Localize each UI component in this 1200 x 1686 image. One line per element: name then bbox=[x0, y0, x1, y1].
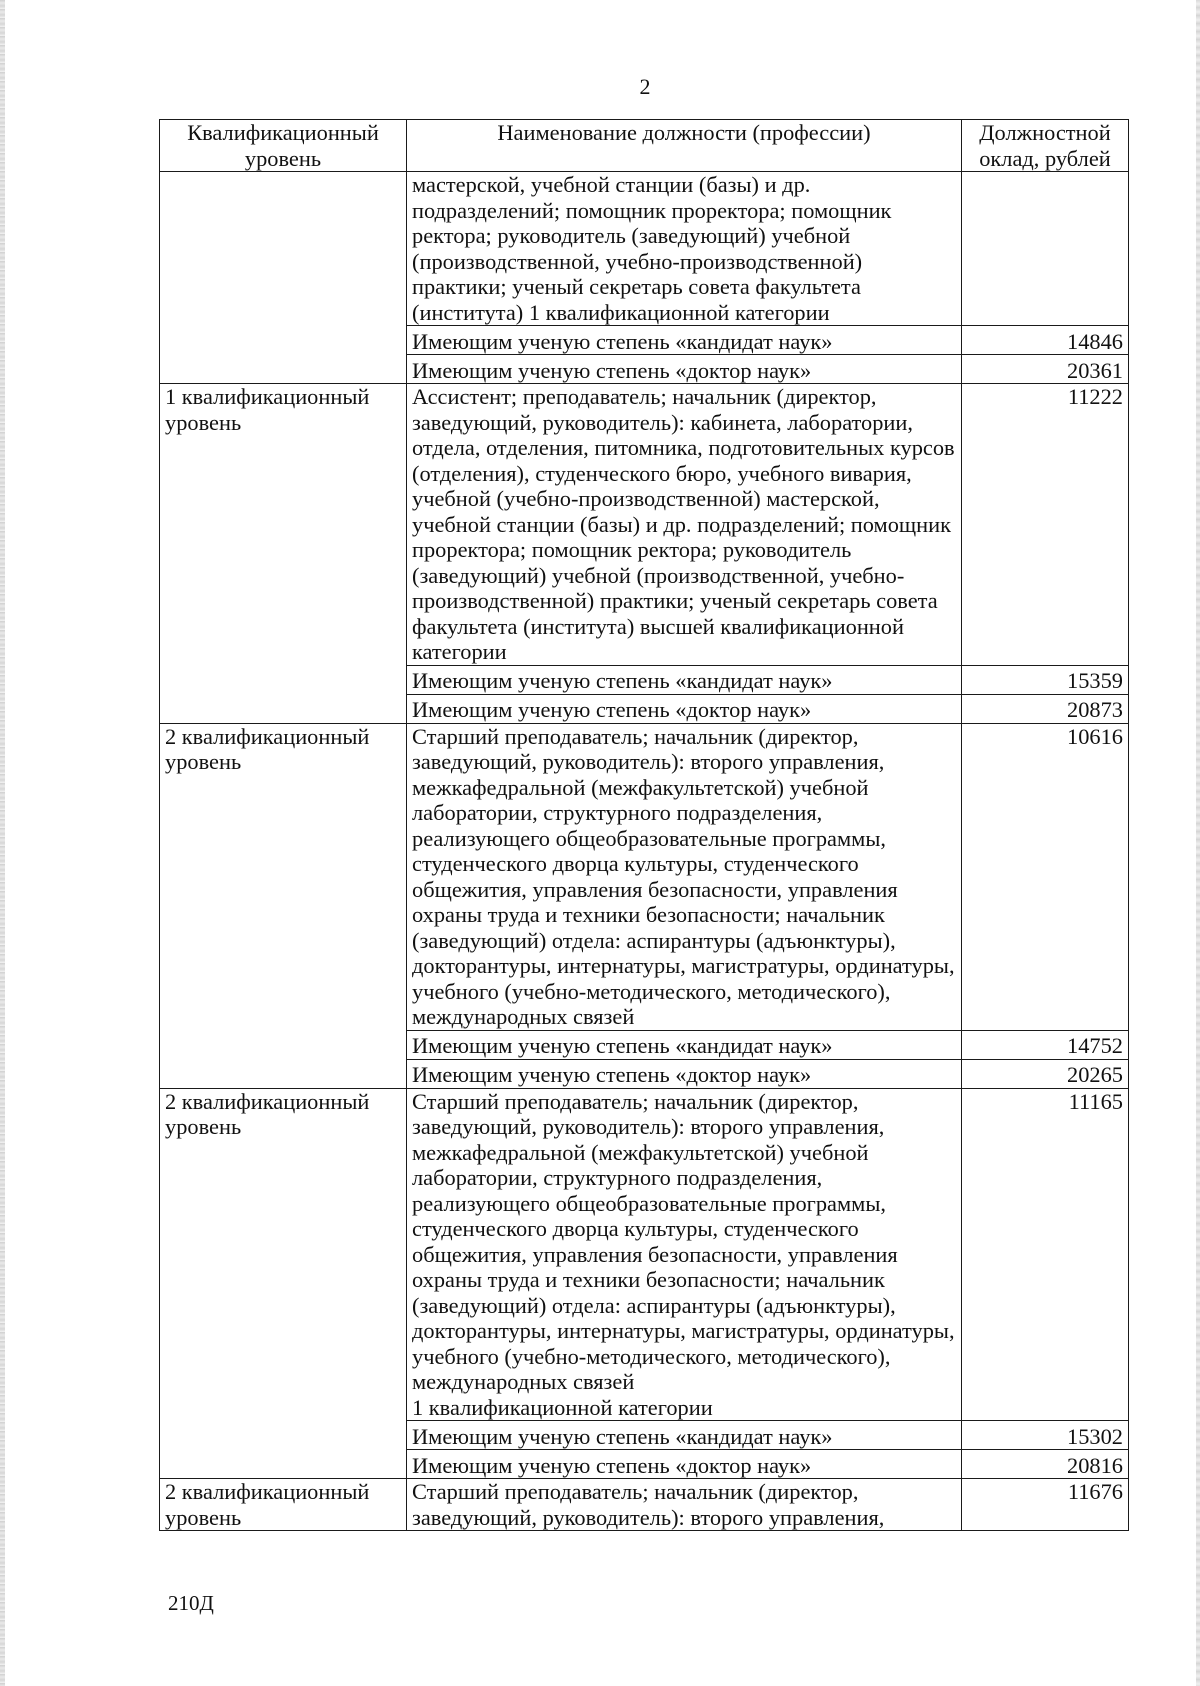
sub-label-cell: Имеющим ученую степень «доктор наук» bbox=[407, 355, 962, 384]
table-header-row bbox=[160, 120, 1129, 172]
description-cell bbox=[407, 1088, 962, 1421]
sub-label-cell: Имеющим ученую степень «кандидат наук» bbox=[407, 1030, 962, 1059]
table-row-group bbox=[160, 384, 1129, 666]
sub-label-cell: Имеющим ученую степень «доктор наук» bbox=[407, 1059, 962, 1088]
table-row-group bbox=[160, 1088, 1129, 1421]
page-number: 2 bbox=[639, 74, 651, 99]
document-code: 210Д bbox=[168, 1591, 214, 1615]
scan-edge-left bbox=[0, 0, 5, 1686]
level-cell: 2 квалификационный уровень bbox=[160, 1479, 407, 1531]
salary-cell: 14752 bbox=[962, 1030, 1129, 1059]
description-cell: Старший преподаватель; начальник (директор, заведующий, руководитель): второго управления, межкафедральной (межфакультетской) учебной лаборатории, структурного подразделения, реализующего общеобразовательные программы, студенческого дворца культуры, студенческого общежития, управления безопасности, управления охраны труда и техники безопасности; начальник (заведующий) отдела: аспирантуры (адъюнктуры), докторантуры, интернатуры, магистратуры, ординатуры, учебного (учебно-методического, методического), международных связей bbox=[407, 723, 962, 1030]
description-cell: Ассистент; преподаватель; начальник (директор, заведующий, руководитель): кабинета, лаборатории, отдела, отделения, питомника, подготовительных курсов (отделения), студенческого бюро, учебного вивария, учебной (учебно-производственной) мастерской, учебной станции (базы) и др. подразделений; помощник проректора; помощник ректора; руководитель (заведующий) учебной (производственной, учебно-производственной) практики; ученый секретарь совета факультета (института) высшей квалификационной категории bbox=[407, 384, 962, 666]
sub-label-cell: Имеющим ученую степень «кандидат наук» bbox=[407, 665, 962, 694]
level-cell: 2 квалификационный уровень bbox=[160, 1088, 407, 1479]
salary-cell: 11165 bbox=[962, 1088, 1129, 1421]
salary-cell: 11222 bbox=[962, 384, 1129, 666]
sub-label-cell: Имеющим ученую степень «кандидат наук» bbox=[407, 326, 962, 355]
header-qualification-level: Квалификационный уровень bbox=[160, 120, 407, 172]
salary-cell: 20265 bbox=[962, 1059, 1129, 1088]
table-row-continuation bbox=[160, 172, 1129, 326]
description-category: 1 квалификационной категории bbox=[412, 1394, 713, 1420]
level-cell: 2 квалификационный уровень bbox=[160, 723, 407, 1088]
description-cell: мастерской, учебной станции (базы) и др. подразделений; помощник проректора; помощник ректора; руководитель (заведующий) учебной (производственной, учебно-производственной) практики; ученый секретарь совета факультета (института) 1 квалификационной категории bbox=[407, 172, 962, 326]
salary-cell: 15302 bbox=[962, 1421, 1129, 1450]
salary-cell: 20873 bbox=[962, 694, 1129, 723]
salary-cell-empty bbox=[962, 172, 1129, 326]
description-text: Старший преподаватель; начальник (директор, заведующий, руководитель): второго управления, межкафедральной (межфакультетской) учебной лаборатории, структурного подразделения, реализующего общеобразовательные программы, студенческого дворца культуры, студенческого общежития, управления безопасности, управления охраны труда и техники безопасности; начальник (заведующий) отдела: аспирантуры (адъюнктуры), докторантуры, интернатуры, магистратуры, ординатуры, учебного (учебно-методического, методического), международных связей bbox=[412, 1088, 955, 1394]
description-cell: Старший преподаватель; начальник (директор, заведующий, руководитель): второго управления, bbox=[407, 1479, 962, 1531]
header-position-name: Наименование должности (профессии) bbox=[407, 120, 962, 172]
salary-cell: 20361 bbox=[962, 355, 1129, 384]
scan-edge-right bbox=[1196, 0, 1200, 1686]
salary-cell: 14846 bbox=[962, 326, 1129, 355]
sub-label-cell: Имеющим ученую степень «доктор наук» bbox=[407, 1450, 962, 1479]
level-cell: 1 квалификационный уровень bbox=[160, 384, 407, 724]
level-cell-empty bbox=[160, 172, 407, 384]
sub-label-cell: Имеющим ученую степень «доктор наук» bbox=[407, 694, 962, 723]
table-row-group bbox=[160, 1479, 1129, 1531]
salary-cell: 11676 bbox=[962, 1479, 1129, 1531]
table-row-group bbox=[160, 723, 1129, 1030]
salary-table bbox=[159, 119, 1129, 1531]
salary-cell: 20816 bbox=[962, 1450, 1129, 1479]
header-salary: Должностной оклад, рублей bbox=[962, 120, 1129, 172]
salary-cell: 10616 bbox=[962, 723, 1129, 1030]
sub-label-cell: Имеющим ученую степень «кандидат наук» bbox=[407, 1421, 962, 1450]
salary-cell: 15359 bbox=[962, 665, 1129, 694]
